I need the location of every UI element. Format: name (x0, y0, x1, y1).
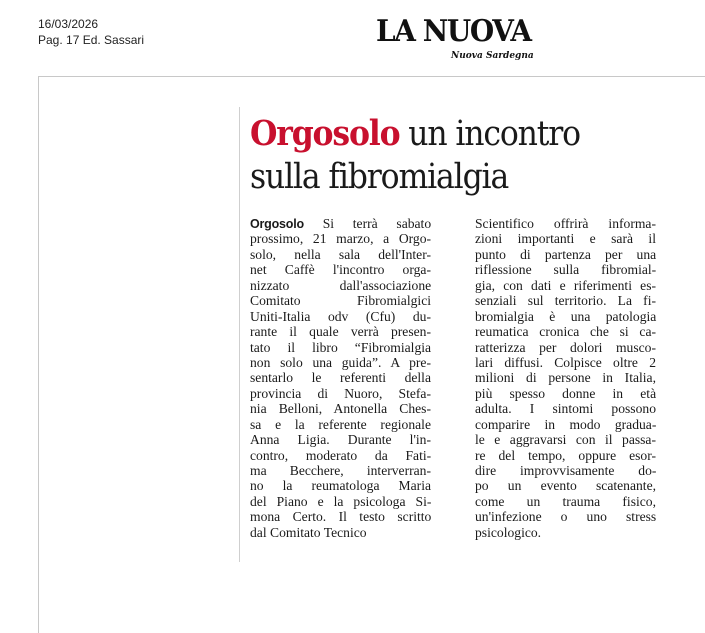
clipping-frame-top-border (38, 76, 705, 77)
article-text-line (475, 324, 656, 339)
article-text-line (250, 417, 431, 432)
masthead-title: LA NUOVA (376, 14, 531, 49)
article-text: le e aggravarsi con il passa- (475, 432, 656, 448)
article-text: non solo una guida”. A pre- (250, 354, 431, 370)
article-text-line (250, 324, 431, 339)
article-text: senziali sul territorio. La fi- (475, 293, 656, 309)
article-text: rante il quale verrà presen- (250, 324, 431, 340)
article-text-line (250, 401, 431, 416)
article-dateline: Orgosolo (250, 217, 304, 231)
masthead-subtitle: Nuova Sardegna (451, 51, 534, 61)
article-text-line (475, 386, 656, 401)
article-text-line (250, 525, 431, 540)
article-text-line (475, 525, 656, 540)
article-text-line (475, 417, 656, 432)
article-text: dal Comitato Tecnico (250, 524, 367, 540)
article-text-line (250, 293, 431, 308)
article-text: gia, con dati e riferimenti es- (475, 277, 657, 293)
article-text-line (475, 463, 656, 478)
article-text: adulta. I sintomi possono (475, 401, 656, 417)
article-text: più spesso donne in età (475, 385, 657, 401)
article-text: contro, moderato da Fati- (250, 447, 432, 463)
article-column-right (475, 216, 656, 540)
article-text: no la reumatologa Maria (250, 478, 431, 494)
article-text: po un evento scatenante, (475, 478, 656, 494)
article-text: Comitato Fibromialgici (250, 293, 431, 309)
article-text: prossimo, 21 marzo, a Orgo- (250, 231, 432, 247)
article-text: dire improvvisamente do- (475, 463, 657, 478)
article-text-line (475, 247, 656, 262)
article-text-line (250, 231, 431, 246)
headline-kicker: Orgosolo (250, 113, 400, 154)
article-text: lari diffusi. Colpisce oltre 2 (475, 354, 656, 370)
article-text-line (250, 278, 431, 293)
article-text-line (475, 432, 656, 447)
article-text-line (250, 247, 431, 262)
article-text-line (250, 478, 431, 493)
article-text-line (475, 355, 656, 370)
article-text-line (250, 509, 431, 524)
article-text: solo, nella sala dell'Inter- (250, 246, 431, 262)
article-text: Scientifico offrirà informa- (475, 216, 656, 231)
article-text: Uniti-Italia odv (Cfu) du- (250, 308, 431, 324)
article-text: ratterizza per dolori musco- (475, 339, 656, 355)
article-text-line (250, 262, 431, 277)
article-text: tato il libro “Fibromialgia (250, 339, 432, 355)
article-text: ma Becchere, interverran- (250, 463, 431, 478)
article-text-line (250, 494, 431, 509)
article-text: nia Belloni, Antonella Ches- (250, 401, 431, 417)
article-text-line (475, 309, 656, 324)
article-text-line (250, 216, 431, 231)
article-text-line (475, 401, 656, 416)
article-text: psicologico. (475, 524, 542, 540)
article-text-line (475, 448, 656, 463)
article-text-line (250, 370, 431, 385)
article-text-line (250, 386, 431, 401)
article-text: un'infezione o uno stress (475, 509, 657, 525)
article-column-left (250, 216, 431, 540)
article-text: reumatica cronica che si ca- (475, 324, 656, 340)
article-text-line (475, 509, 656, 524)
article-text-line (475, 340, 656, 355)
article-text: nizzato dall'associazione (250, 277, 432, 293)
article-text: bromialgia è una patologia (475, 308, 657, 324)
article-text: Si terrà sabato (322, 216, 432, 231)
article-text-line (475, 478, 656, 493)
article-column-rule (239, 107, 240, 562)
article-text-line (475, 278, 656, 293)
article-text: comparire in modo gradua- (475, 416, 657, 432)
article-text: milioni di persone in Italia, (475, 370, 656, 386)
article-text-line (475, 293, 656, 308)
article-text: mona Certo. Il testo scritto (250, 509, 432, 525)
article-text: riflessione sulla fibromial- (475, 262, 657, 278)
article-text: sa e la referente regionale (250, 416, 431, 432)
article-text-line (250, 340, 431, 355)
article-text-line (475, 494, 656, 509)
article-text-line (250, 432, 431, 447)
article-text: zioni importanti e sarà il (475, 231, 656, 247)
article-text-line (475, 216, 656, 231)
article-text: re del tempo, oppure esor- (475, 447, 656, 463)
headline-line-2: sulla fibromialgia (250, 157, 509, 197)
article-headline (250, 112, 650, 199)
article-text-line (475, 370, 656, 385)
clipping-frame-left-border (38, 76, 39, 633)
article-text: punto di partenza per una (475, 246, 657, 262)
article-text: provincia di Nuoro, Stefa- (250, 385, 431, 401)
article-text-line (475, 262, 656, 277)
clipping-page-info: Pag. 17 Ed. Sassari (38, 33, 145, 47)
article-text-line (250, 309, 431, 324)
article-text-line (475, 231, 656, 246)
article-text: sentarlo le referenti della (250, 370, 431, 386)
clipping-date: 16/03/2026 (38, 17, 99, 31)
article-text: net Caffè l'incontro orga- (250, 262, 431, 278)
article-text: Anna Ligia. Durante l'in- (250, 432, 431, 448)
headline-line-1 (250, 112, 610, 156)
article-text-line (250, 463, 431, 478)
article-text: come un trauma fisico, (475, 493, 656, 509)
article-text-line (250, 448, 431, 463)
newspaper-logo (376, 14, 534, 66)
article-text-line (250, 355, 431, 370)
headline-text-1: un incontro (408, 114, 580, 154)
article-text: del Piano e la psicologa Si- (250, 493, 432, 509)
